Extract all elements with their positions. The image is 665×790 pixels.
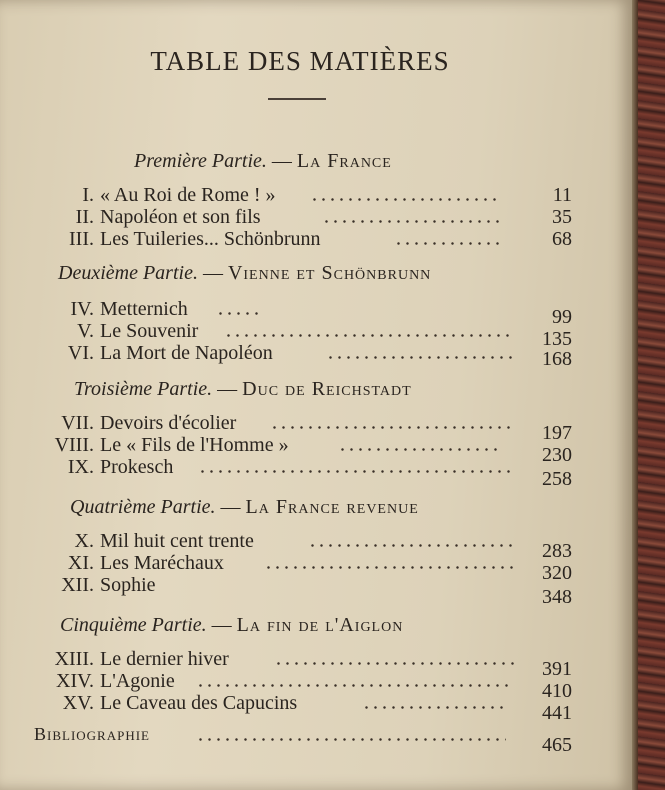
leader-dots xyxy=(264,566,516,569)
page-number: 68 xyxy=(552,228,572,250)
page-number: 441 xyxy=(542,702,572,724)
leader-dots xyxy=(270,426,516,429)
chapter-number: V. xyxy=(77,320,94,342)
title-rule xyxy=(268,98,326,100)
chapter-number: XIII. xyxy=(54,648,94,670)
part-label: Deuxième Partie. xyxy=(58,262,198,284)
part-title-2 xyxy=(58,262,431,285)
chapter-number: VI. xyxy=(67,342,94,364)
leader-dots xyxy=(310,198,502,201)
chapter-title: La Mort de Napoléon xyxy=(100,342,273,364)
toc-entry-bibliography[interactable] xyxy=(20,724,572,756)
chapter-title: L'Agonie xyxy=(100,670,175,692)
leader-dots xyxy=(308,544,516,547)
toc-entry[interactable] xyxy=(20,434,572,466)
chapter-title: Napoléon et son fils xyxy=(100,206,261,228)
page-number: 391 xyxy=(542,658,572,680)
chapter-title: Metternich xyxy=(100,298,188,320)
page-number: 258 xyxy=(542,468,572,490)
chapter-number: XIV. xyxy=(56,670,94,692)
toc-entry[interactable] xyxy=(20,412,572,444)
chapter-title: Les Maréchaux xyxy=(100,552,224,574)
book-edge xyxy=(632,0,665,790)
chapter-title: Prokesch xyxy=(100,456,174,478)
page-title: TABLE DES MATIÈRES xyxy=(150,46,450,76)
chapter-title: Sophie xyxy=(100,574,156,596)
chapter-title: Le dernier hiver xyxy=(100,648,229,670)
chapter-number: XII. xyxy=(61,574,94,596)
leader-dots xyxy=(362,706,506,709)
leader-dots xyxy=(322,220,500,223)
part-subtitle: La fin de l'Aiglon xyxy=(236,614,404,636)
toc-entry[interactable] xyxy=(20,530,572,562)
part-dash: — xyxy=(211,614,232,636)
leader-dots xyxy=(274,662,514,665)
toc-entry[interactable] xyxy=(20,184,572,208)
leader-dots xyxy=(326,356,516,359)
leader-dots xyxy=(394,242,502,245)
page-number: 410 xyxy=(542,680,572,702)
toc-entry[interactable] xyxy=(20,320,572,350)
page-number: 348 xyxy=(542,586,572,608)
leader-dots xyxy=(224,334,514,337)
leader-dots xyxy=(198,470,514,473)
chapter-title: Les Tuileries... Schönbrunn xyxy=(100,228,321,250)
part-title-4 xyxy=(70,496,419,519)
part-title-1 xyxy=(134,150,392,173)
toc-entry[interactable] xyxy=(20,456,572,490)
page-number: 99 xyxy=(552,306,572,328)
page-number: 35 xyxy=(552,206,572,228)
leader-dots xyxy=(216,312,260,315)
part-title-3 xyxy=(74,378,412,401)
chapter-title: « Au Roi de Rome ! » xyxy=(100,184,276,206)
part-label: Troisième Partie. xyxy=(74,378,213,400)
leader-dots xyxy=(196,684,514,687)
chapter-title: Le « Fils de l'Homme » xyxy=(100,434,289,456)
leader-dots xyxy=(338,448,498,451)
chapter-title: Le Caveau des Capucins xyxy=(100,692,298,714)
part-subtitle: La France xyxy=(296,150,392,172)
chapter-number: II. xyxy=(75,206,94,228)
part-subtitle: Duc de Reichstadt xyxy=(242,378,412,400)
toc-entry[interactable] xyxy=(20,574,572,608)
page-number: 465 xyxy=(542,734,572,756)
toc-entry[interactable] xyxy=(20,342,572,370)
page-number: 197 xyxy=(542,422,572,444)
part-dash: — xyxy=(220,496,241,518)
chapter-title: Mil huit cent trente xyxy=(100,530,254,552)
page-number: 11 xyxy=(552,184,572,206)
chapter-number: X. xyxy=(74,530,94,552)
part-label: Quatrième Partie. xyxy=(70,496,216,518)
page-number: 320 xyxy=(542,562,572,584)
page-number: 135 xyxy=(542,328,572,350)
toc-entry[interactable] xyxy=(20,228,572,252)
chapter-number: XI. xyxy=(67,552,94,574)
chapter-number: VII. xyxy=(61,412,94,434)
page-number: 168 xyxy=(542,348,572,370)
toc-entry[interactable] xyxy=(20,648,572,680)
leader-dots xyxy=(196,738,506,741)
toc-entry[interactable] xyxy=(20,298,572,328)
part-title-5 xyxy=(60,614,403,637)
part-subtitle: Vienne et Schönbrunn xyxy=(227,262,432,284)
chapter-number: I. xyxy=(82,184,94,206)
chapter-number: IX. xyxy=(67,456,94,478)
bibliography-label: Bibliographie xyxy=(34,724,150,744)
chapter-number: III. xyxy=(69,228,94,250)
toc-entry[interactable] xyxy=(20,692,572,724)
chapter-number: VIII. xyxy=(54,434,94,456)
toc-entry[interactable] xyxy=(20,670,572,702)
page-number: 283 xyxy=(542,540,572,562)
part-subtitle: La France revenue xyxy=(245,496,419,518)
part-dash: — xyxy=(202,262,223,284)
toc-entry[interactable] xyxy=(20,206,572,230)
part-dash: — xyxy=(271,150,292,172)
part-label: Première Partie. xyxy=(134,150,267,172)
chapter-number: IV. xyxy=(70,298,94,320)
part-dash: — xyxy=(217,378,238,400)
part-label: Cinquième Partie. xyxy=(60,614,207,636)
toc-entry[interactable] xyxy=(20,552,572,584)
chapter-title: Le Souvenir xyxy=(100,320,199,342)
chapter-title: Devoirs d'écolier xyxy=(100,412,237,434)
chapter-number: XV. xyxy=(62,692,94,714)
page-number: 230 xyxy=(542,444,572,466)
